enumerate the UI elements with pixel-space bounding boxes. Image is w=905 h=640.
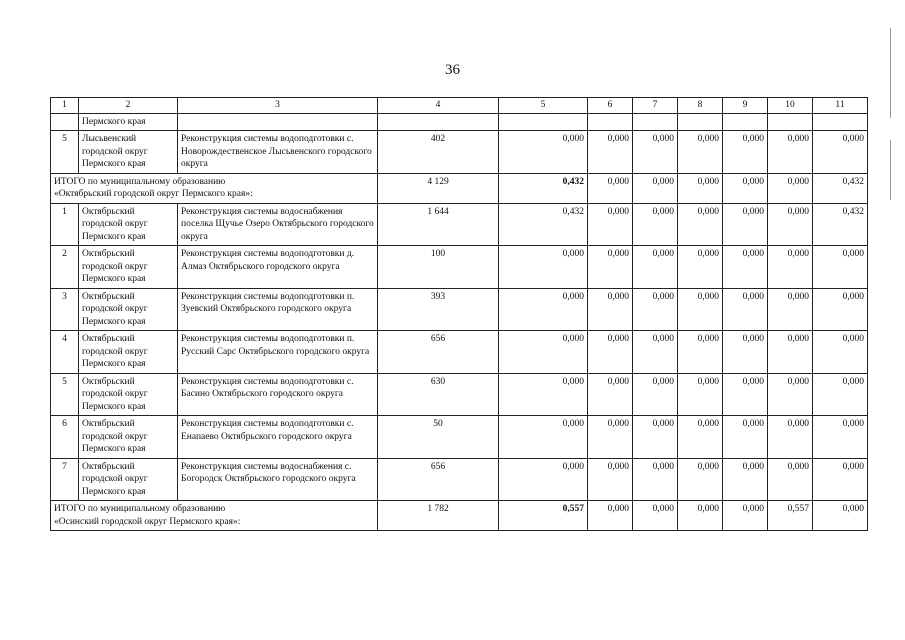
value-cell: 0,000 <box>768 373 813 416</box>
value-cell: 100 <box>378 246 499 289</box>
value-cell: 0,000 <box>633 288 678 331</box>
value-cell: 0,000 <box>678 131 723 174</box>
value-cell: 0,000 <box>678 173 723 203</box>
scan-edge-mark <box>890 28 891 118</box>
column-header: 6 <box>588 98 633 114</box>
value-cell: 0,432 <box>499 173 588 203</box>
row-number-cell: 4 <box>51 331 79 374</box>
value-cell: 0,557 <box>768 501 813 531</box>
value-cell: 0,557 <box>499 501 588 531</box>
value-cell: 0,432 <box>499 203 588 246</box>
value-cell: 0,000 <box>499 246 588 289</box>
budget-table <box>50 97 868 531</box>
value-cell: 0,000 <box>723 203 768 246</box>
project-cell: Реконструкция системы водоподготовки с. Енапаево Октябрьского городского округа <box>178 416 378 459</box>
value-cell: 0,000 <box>768 458 813 501</box>
row-number-cell: 5 <box>51 373 79 416</box>
value-cell: 0,000 <box>633 203 678 246</box>
value-cell: 0,000 <box>768 173 813 203</box>
value-cell: 0,000 <box>499 131 588 174</box>
value-cell: 630 <box>378 373 499 416</box>
value-cell: 0,000 <box>633 173 678 203</box>
value-cell: 0,000 <box>678 416 723 459</box>
table-row <box>51 131 868 174</box>
value-cell: 0,000 <box>678 331 723 374</box>
row-number-cell: 1 <box>51 203 79 246</box>
total-label-line: «Октябрьский городской округ Пермского края»: <box>54 189 253 199</box>
value-cell: 0,000 <box>768 203 813 246</box>
value-cell: 0,000 <box>813 331 868 374</box>
municipality-cell: Октябрьский городской округ Пермского края <box>79 373 178 416</box>
value-cell: 0,000 <box>588 416 633 459</box>
total-label-line: ИТОГО по муниципальному образованию <box>54 504 226 514</box>
row-number-cell: 2 <box>51 246 79 289</box>
value-cell: 0,000 <box>813 246 868 289</box>
table-row <box>51 458 868 501</box>
value-cell: 0,000 <box>588 458 633 501</box>
value-cell <box>588 113 633 131</box>
value-cell: 0,000 <box>499 373 588 416</box>
value-cell: 0,000 <box>723 373 768 416</box>
total-label <box>51 501 378 531</box>
value-cell: 0,000 <box>768 416 813 459</box>
value-cell: 4 129 <box>378 173 499 203</box>
project-cell: Реконструкция системы водоподготовки с. Басино Октябрьского городского округа <box>178 373 378 416</box>
value-cell: 0,000 <box>499 458 588 501</box>
table-row <box>51 203 868 246</box>
value-cell: 0,000 <box>633 501 678 531</box>
value-cell: 0,000 <box>588 246 633 289</box>
municipality-cell: Октябрьский городской округ Пермского края <box>79 331 178 374</box>
value-cell: 0,432 <box>813 173 868 203</box>
project-cell: Реконструкция системы водоподготовки п. Зуевский Октябрьского городского округа <box>178 288 378 331</box>
value-cell: 0,000 <box>633 131 678 174</box>
page-number: 36 <box>445 62 460 78</box>
project-cell: Реконструкция системы водоснабжения поселка Щучье Озеро Октябрьского городского округа <box>178 203 378 246</box>
value-cell <box>633 113 678 131</box>
table-row <box>51 331 868 374</box>
value-cell <box>723 113 768 131</box>
value-cell: 0,432 <box>813 203 868 246</box>
value-cell: 0,000 <box>813 501 868 531</box>
value-cell: 0,000 <box>768 331 813 374</box>
column-header: 7 <box>633 98 678 114</box>
column-header: 9 <box>723 98 768 114</box>
row-number-cell: 7 <box>51 458 79 501</box>
municipality-cell: Лысьвенский городской округ Пермского края <box>79 131 178 174</box>
municipality-cell: Октябрьский городской округ Пермского края <box>79 246 178 289</box>
value-cell: 656 <box>378 458 499 501</box>
table-row <box>51 373 868 416</box>
table-row <box>51 288 868 331</box>
project-cell: Реконструкция системы водоснабжения с. Богородск Октябрьского городского округа <box>178 458 378 501</box>
value-cell: 0,000 <box>588 501 633 531</box>
column-header: 5 <box>499 98 588 114</box>
column-header: 11 <box>813 98 868 114</box>
column-header: 8 <box>678 98 723 114</box>
value-cell: 0,000 <box>499 331 588 374</box>
value-cell: 0,000 <box>723 458 768 501</box>
municipality-cell: Октябрьский городской округ Пермского края <box>79 288 178 331</box>
column-header: 3 <box>178 98 378 114</box>
value-cell: 0,000 <box>723 246 768 289</box>
continuation-row <box>51 113 868 131</box>
value-cell: 50 <box>378 416 499 459</box>
value-cell: 0,000 <box>678 288 723 331</box>
column-number-row <box>51 98 868 114</box>
total-label-line: «Осинский городской округ Пермского края»: <box>54 516 241 527</box>
row-number-cell <box>51 113 79 131</box>
project-cell: Реконструкция системы водоподготовки п. Русский Сарс Октябрьского городского округа <box>178 331 378 374</box>
row-number-cell: 3 <box>51 288 79 331</box>
project-cell <box>178 113 378 131</box>
value-cell: 656 <box>378 331 499 374</box>
value-cell: 0,000 <box>633 246 678 289</box>
value-cell: 0,000 <box>633 458 678 501</box>
total-label <box>51 173 378 203</box>
value-cell: 0,000 <box>678 246 723 289</box>
value-cell: 0,000 <box>723 173 768 203</box>
municipality-cell: Октябрьский городской округ Пермского края <box>79 203 178 246</box>
project-cell: Реконструкция системы водоподготовки с. Новорождественское Лысьвенского городского округа <box>178 131 378 174</box>
value-cell <box>768 113 813 131</box>
column-header: 10 <box>768 98 813 114</box>
value-cell: 402 <box>378 131 499 174</box>
value-cell: 0,000 <box>499 416 588 459</box>
municipality-cell: Октябрьский городской округ Пермского края <box>79 458 178 501</box>
value-cell: 393 <box>378 288 499 331</box>
value-cell: 0,000 <box>813 416 868 459</box>
value-cell: 0,000 <box>678 373 723 416</box>
value-cell: 0,000 <box>588 203 633 246</box>
value-cell: 0,000 <box>768 246 813 289</box>
value-cell: 0,000 <box>813 373 868 416</box>
column-header: 2 <box>79 98 178 114</box>
value-cell: 0,000 <box>633 331 678 374</box>
value-cell: 0,000 <box>723 131 768 174</box>
value-cell: 0,000 <box>588 373 633 416</box>
value-cell: 0,000 <box>678 501 723 531</box>
value-cell <box>813 113 868 131</box>
value-cell: 0,000 <box>678 203 723 246</box>
value-cell: 0,000 <box>723 331 768 374</box>
table-row <box>51 416 868 459</box>
value-cell: 0,000 <box>813 458 868 501</box>
value-cell: 0,000 <box>768 288 813 331</box>
row-number-cell: 6 <box>51 416 79 459</box>
value-cell: 0,000 <box>633 416 678 459</box>
value-cell: 0,000 <box>588 173 633 203</box>
value-cell: 0,000 <box>723 288 768 331</box>
total-row <box>51 501 868 531</box>
row-number-cell: 5 <box>51 131 79 174</box>
total-label-line: ИТОГО по муниципальному образованию <box>54 176 226 187</box>
value-cell <box>499 113 588 131</box>
value-cell: 0,000 <box>633 373 678 416</box>
value-cell: 0,000 <box>588 131 633 174</box>
value-cell: 1 782 <box>378 501 499 531</box>
value-cell: 0,000 <box>813 288 868 331</box>
value-cell: 0,000 <box>723 501 768 531</box>
column-header: 1 <box>51 98 79 114</box>
value-cell: 0,000 <box>723 416 768 459</box>
value-cell: 0,000 <box>813 131 868 174</box>
table-row <box>51 246 868 289</box>
project-cell: Реконструкция системы водоподготовки д. Алмаз Октябрьского городского округа <box>178 246 378 289</box>
value-cell: 0,000 <box>768 131 813 174</box>
value-cell: 1 644 <box>378 203 499 246</box>
municipality-cell: Пермского края <box>79 113 178 131</box>
municipality-cell: Октябрьский городской округ Пермского края <box>79 416 178 459</box>
column-header: 4 <box>378 98 499 114</box>
value-cell: 0,000 <box>678 458 723 501</box>
value-cell <box>678 113 723 131</box>
value-cell: 0,000 <box>499 288 588 331</box>
value-cell <box>378 113 499 131</box>
total-row <box>51 173 868 203</box>
scan-edge-mark <box>890 140 891 200</box>
value-cell: 0,000 <box>588 288 633 331</box>
value-cell: 0,000 <box>588 331 633 374</box>
